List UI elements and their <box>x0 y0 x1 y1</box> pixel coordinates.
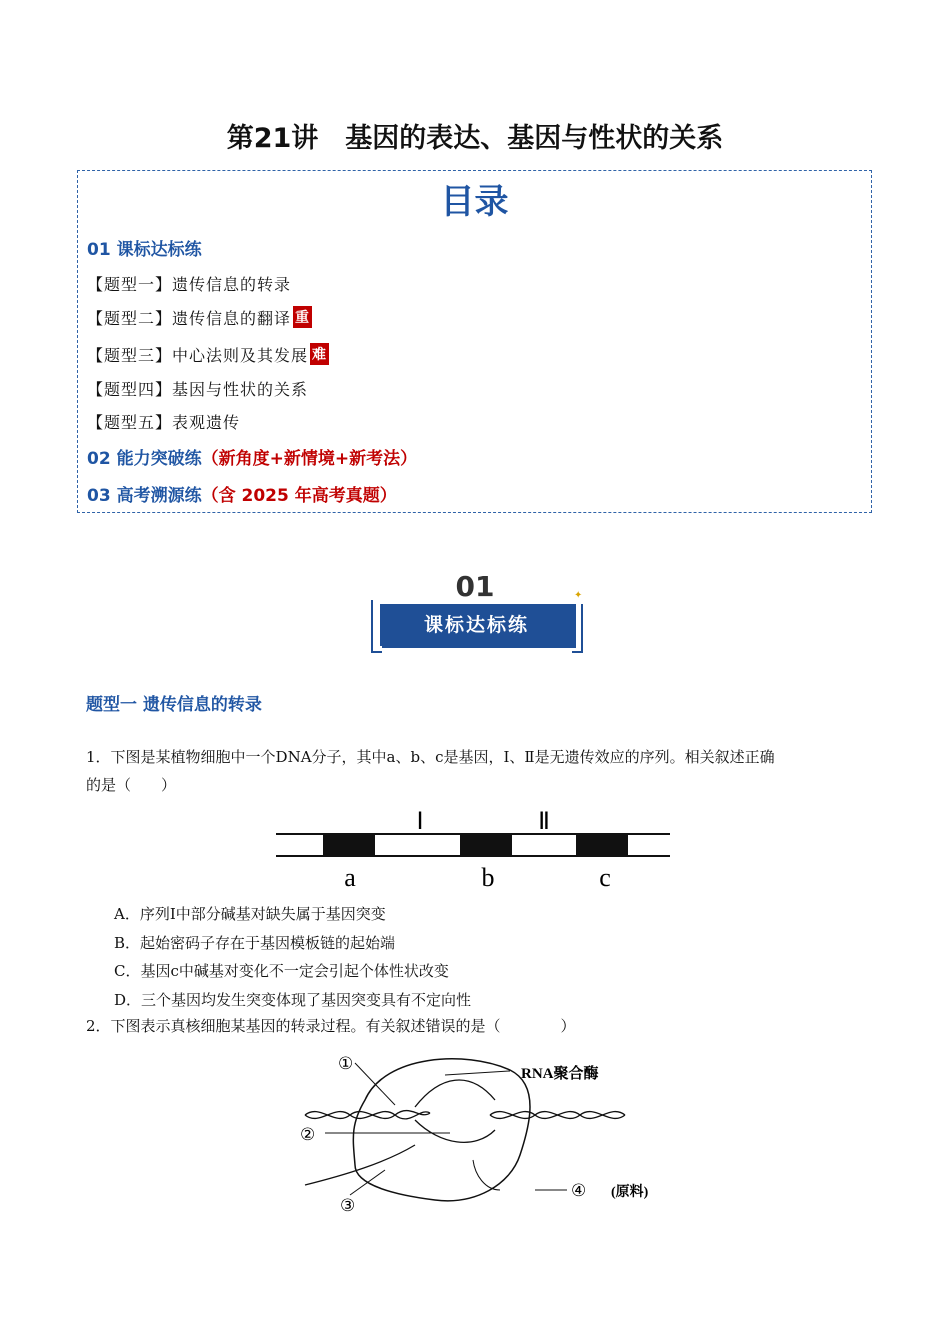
label-c: c <box>599 863 611 892</box>
q1-stem-line2: 的是（ ） <box>86 776 177 794</box>
toc-section-3-note: （含 2025 年高考真题） <box>201 486 397 506</box>
toc-section-1[interactable]: 01 课标达标练 <box>87 240 202 260</box>
q1-dna-figure <box>270 800 680 895</box>
label-2: ② <box>300 1125 316 1144</box>
label-II: Ⅱ <box>538 809 550 835</box>
toc-item-label: 【题型一】遗传信息的转录 <box>87 275 292 294</box>
q2-stem: 2．下图表示真核细胞某基因的转录过程。有关叙述错误的是（ ） <box>86 1017 576 1035</box>
section-banner: 课标达标练 <box>380 604 573 646</box>
toc-heading: 目录 <box>440 182 509 222</box>
q2-transcription-figure <box>295 1045 675 1220</box>
label-I: Ⅰ <box>416 809 424 835</box>
toc-item-label: 【题型四】基因与性状的关系 <box>87 380 309 399</box>
key-badge: 重 <box>293 306 312 328</box>
q1-stem-line1: 1．下图是某植物细胞中一个DNA分子，其中a、b、c是基因，Ⅰ、Ⅱ是无遗传效应的序列。相关叙述正确 <box>86 748 775 766</box>
label-b: b <box>481 863 495 892</box>
label-1: ① <box>338 1054 354 1073</box>
toc-item-5[interactable] <box>87 410 240 433</box>
toc-item-label: 【题型三】中心法则及其发展 <box>87 346 309 365</box>
toc-section-3-label: 03 高考溯源练 <box>87 486 202 506</box>
page-title: 第21讲 基因的表达、基因与性状的关系 <box>226 123 724 154</box>
toc-section-2-label: 02 能力突破练 <box>87 449 202 469</box>
toc-section-2[interactable] <box>87 444 417 469</box>
type1-heading: 题型一 遗传信息的转录 <box>86 695 262 715</box>
label-3: ③ <box>340 1196 356 1215</box>
toc-section-3[interactable] <box>87 481 397 506</box>
difficult-badge: 难 <box>310 343 329 365</box>
q1-option-b[interactable]: B．起始密码子存在于基因模板链的起始端 <box>114 934 396 952</box>
section-number: 01 <box>455 570 495 603</box>
toc-item-1[interactable] <box>87 272 291 295</box>
label-rna-polymerase: RNA聚合酶 <box>521 1066 599 1082</box>
toc-item-4[interactable] <box>87 377 308 400</box>
label-4: ④ <box>571 1181 587 1200</box>
label-raw-material: (原料) <box>611 1185 649 1200</box>
q1-option-a[interactable]: A．序列Ⅰ中部分碱基对缺失属于基因突变 <box>114 905 386 923</box>
label-a: a <box>344 863 356 892</box>
q1-option-c[interactable]: C．基因c中碱基对变化不一定会引起个体性状改变 <box>114 962 449 980</box>
toc-item-3[interactable] <box>87 343 329 366</box>
toc-item-label: 【题型二】遗传信息的翻译 <box>87 309 292 328</box>
toc-item-label: 【题型五】表观遗传 <box>87 413 241 432</box>
q1-option-d[interactable]: D．三个基因均发生突变体现了基因突变具有不定向性 <box>114 991 472 1009</box>
svg-text:✦: ✦ <box>574 590 583 601</box>
toc-section-2-note: （新角度+新情境+新考法） <box>201 449 418 469</box>
toc-item-2[interactable] <box>87 306 312 329</box>
